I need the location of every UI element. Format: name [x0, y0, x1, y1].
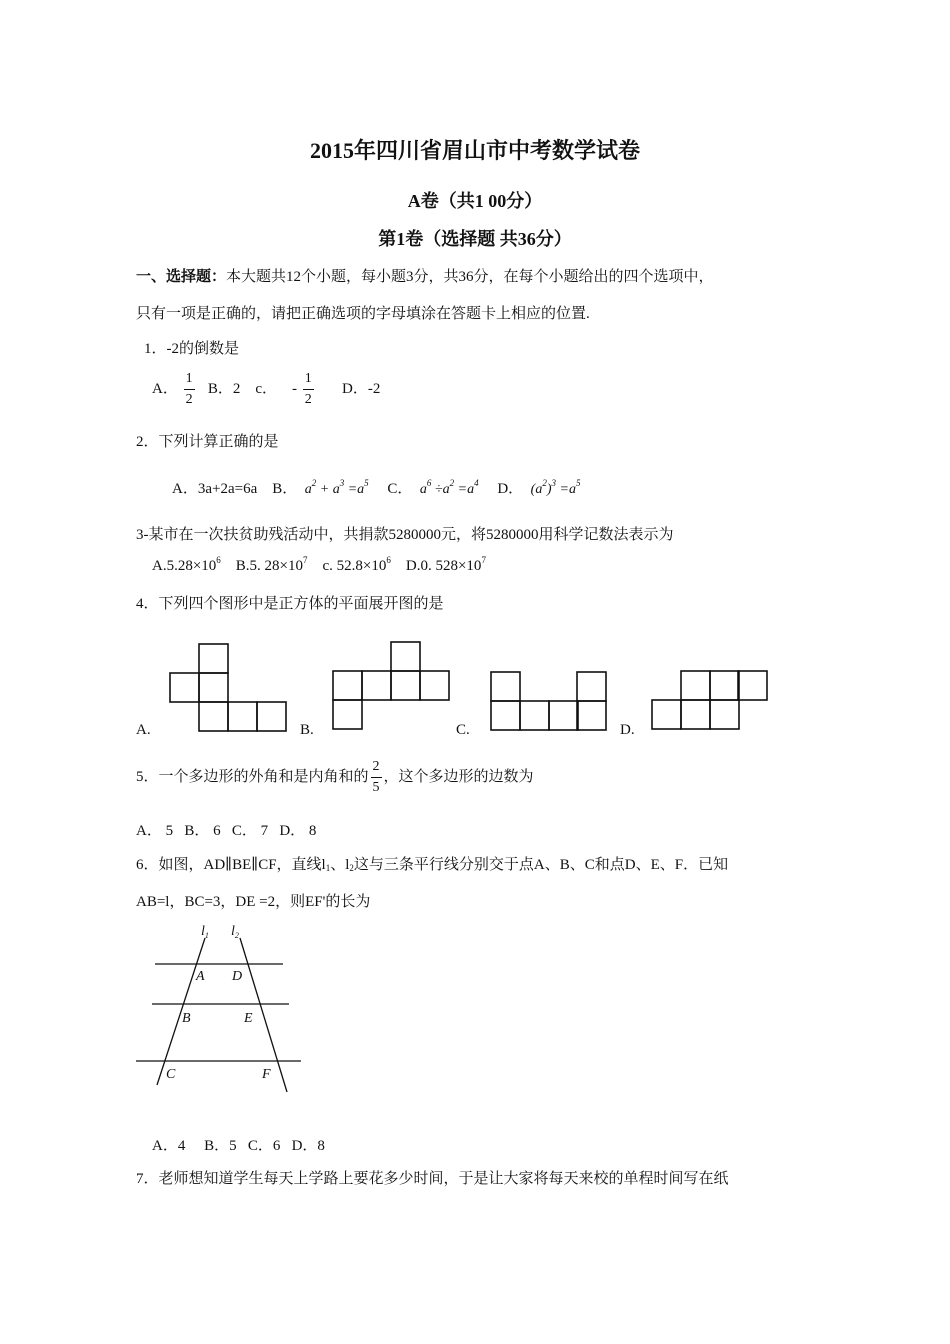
svg-text:l1: $l_1$ — [201, 924, 209, 940]
q2-option-a: A．3a+2a=6a — [172, 481, 258, 497]
frac-denominator: 2 — [185, 392, 193, 407]
q4-label-a: A. — [136, 722, 151, 738]
q1-option-a: A． — [152, 380, 178, 397]
q2-option-c: C． — [387, 481, 413, 497]
frac-numerator: 1 — [303, 372, 314, 390]
frac-numerator: 2 — [371, 760, 382, 778]
q3-option-a: $A.5.28\times 10^6$ — [152, 555, 221, 574]
q1-option-c-sign: - — [292, 380, 298, 397]
paper-a-subtitle: A卷（共1 00分） — [407, 191, 543, 211]
section-instr-line2: 只有一项是正确的，请把正确选项的字母填涂在答题卡上相应的位置. — [136, 306, 590, 322]
q6-stem-line2: AB=l，BC=3，DE =2，则EF'的长为 — [136, 894, 371, 910]
svg-text:D: D — [232, 969, 243, 984]
q5-stem: 5．一个多边形的外角和是内角和的 $\frac{2}{5}$ ，这个多边形的边数为 — [136, 759, 534, 795]
q4-label-c: C. — [456, 722, 470, 738]
q1-option-d: D．-2 — [342, 380, 381, 397]
q2-option-b: B． — [272, 481, 298, 497]
q2-option-c-expr: $a^6 \div a^2 =a^4$ — [419, 478, 479, 497]
volume-subtitle: 第1卷（选择题 共36分） — [378, 229, 572, 249]
q4-label-b: B. — [300, 722, 314, 738]
q5-options: A． 5 B． 6 C． 7 D． 8 — [136, 823, 317, 839]
section-instr-line1: 本大题共12个小题，每小题3分，共36分，在每个小题给出的四个选项中， — [226, 269, 714, 285]
svg-text:F: F — [262, 1067, 271, 1082]
q3-option-d: D.0. $528\times 10^7$ — [405, 555, 486, 574]
svg-text:l2: $l_2$ — [231, 924, 239, 940]
q4-stem: 4．下列四个图形中是正方体的平面展开图的是 — [136, 596, 444, 612]
q1-option-c: c． — [255, 380, 278, 397]
svg-text:B: B — [182, 1011, 191, 1026]
q3-option-b: B.5. $28\times 10^7$ — [235, 555, 308, 574]
frac-denominator: 5 — [372, 780, 380, 795]
q6-options: A．4 B．5 C．6 D．8 — [152, 1138, 325, 1154]
q7-stem: 7．老师想知道学生每天上学路上要花多少时间，于是让大家将每天来校的单程时间写在纸 — [136, 1171, 729, 1187]
frac-denominator: 2 — [304, 392, 312, 407]
q2-option-b-expr: $a^2 + a^3 =a^5$ — [304, 478, 369, 497]
q2-option-d-expr: $(a^2)^3 =a^5$ — [530, 478, 581, 497]
q6-stem-line1: 6．如图，AD∥BE∥CF，直线$l_1$、$l_2$这与三条平行线分别交于点A、B、C和点D、E、F．已知 — [136, 857, 729, 873]
page-title: 2015年四川省眉山市中考数学试卷 — [309, 138, 640, 163]
q4-label-d: D. — [620, 722, 635, 738]
section-label: 一、选择题： — [136, 269, 227, 285]
q3-stem: 3-某市在一次扶贫助残活动中，共捐款5280000元，将5280000用科学记数法表示为 — [136, 527, 674, 543]
q2-option-d: D． — [497, 481, 524, 497]
frac-numerator: 1 — [184, 372, 195, 390]
q3-option-c: c. $52.8\times 10^6$ — [322, 555, 391, 574]
q1-stem: 1．-2的倒数是 — [144, 341, 239, 357]
svg-text:A: A — [196, 969, 205, 984]
svg-text:C: C — [166, 1067, 176, 1082]
q1-option-b: B．2 — [207, 380, 241, 397]
svg-text:E: E — [244, 1011, 253, 1026]
q2-stem: 2．下列计算正确的是 — [136, 434, 279, 450]
